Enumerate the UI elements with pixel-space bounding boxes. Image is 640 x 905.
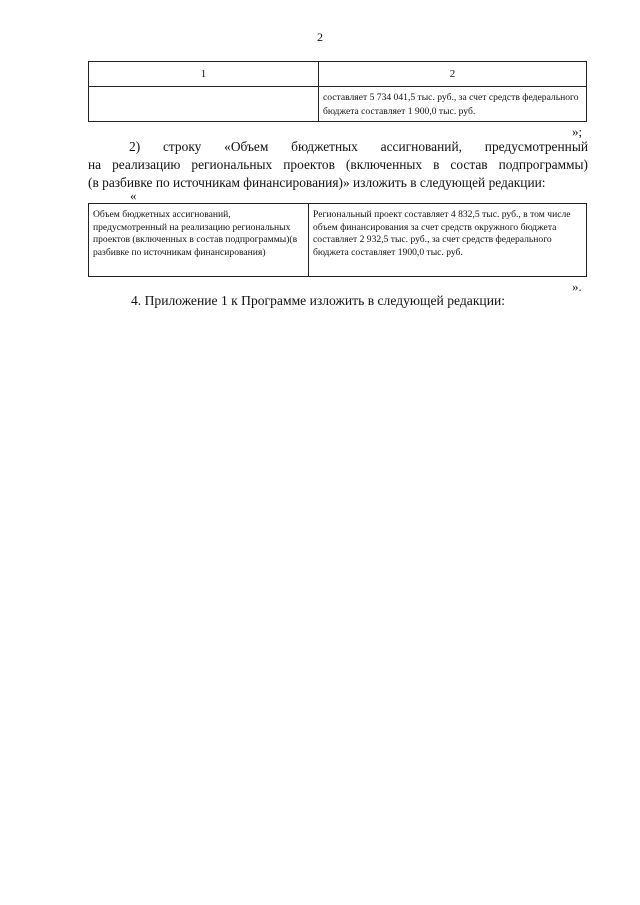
page-number: 2 [317, 30, 323, 44]
opening-quote: « [130, 188, 137, 203]
table-2-cell-col1 [89, 204, 309, 277]
table-1-header-col1: 1 [89, 62, 319, 87]
closing-quote-2: ». [572, 279, 582, 294]
paragraph-2-line-2: на реализацию региональных проектов (включенных в состав подпрограммы) [88, 157, 588, 172]
paragraph-2-line-3: (в разбивке по источникам финансирования)» изложить в следующей редакции: [88, 175, 546, 190]
table-1-row [89, 87, 587, 122]
table-1-header-row [89, 62, 587, 87]
table-2 [88, 203, 587, 277]
table-2-cell-col2-text: Региональный проект составляет 4 832,5 тыс. руб., в том числе объем финансирования за счет средств окружного бюджета составляет 2 932,5 тыс. руб., за счет средств федерального бюджета составляет 1900,0 тыс. руб. [313, 209, 571, 258]
table-1-cell-empty [89, 87, 319, 122]
paragraph-2 [88, 138, 588, 192]
paragraph-2-line-1: 2) строку «Объем бюджетных ассигнований, предусмотренный [129, 139, 588, 154]
table-1-cell-text: составляет 5 734 041,5 тыс. руб., за счет средств федерального бюджета составляет 1 900,0 тыс. руб. [323, 92, 579, 117]
table-1-cell-col2 [319, 87, 587, 122]
table-2-cell-col1-text: Объем бюджетных ассигнований, предусмотренный на реализацию региональных проектов (включенных в состав подпрограммы)(в разбивке по источникам финансирования) [93, 209, 298, 258]
table-1 [88, 61, 587, 122]
table-2-row [89, 204, 587, 277]
closing-quote-1: »; [572, 124, 583, 139]
paragraph-4: 4. Приложение 1 к Программе изложить в следующей редакции: [131, 293, 506, 308]
table-1-header-col2: 2 [319, 62, 587, 87]
table-2-cell-col2 [309, 204, 587, 277]
